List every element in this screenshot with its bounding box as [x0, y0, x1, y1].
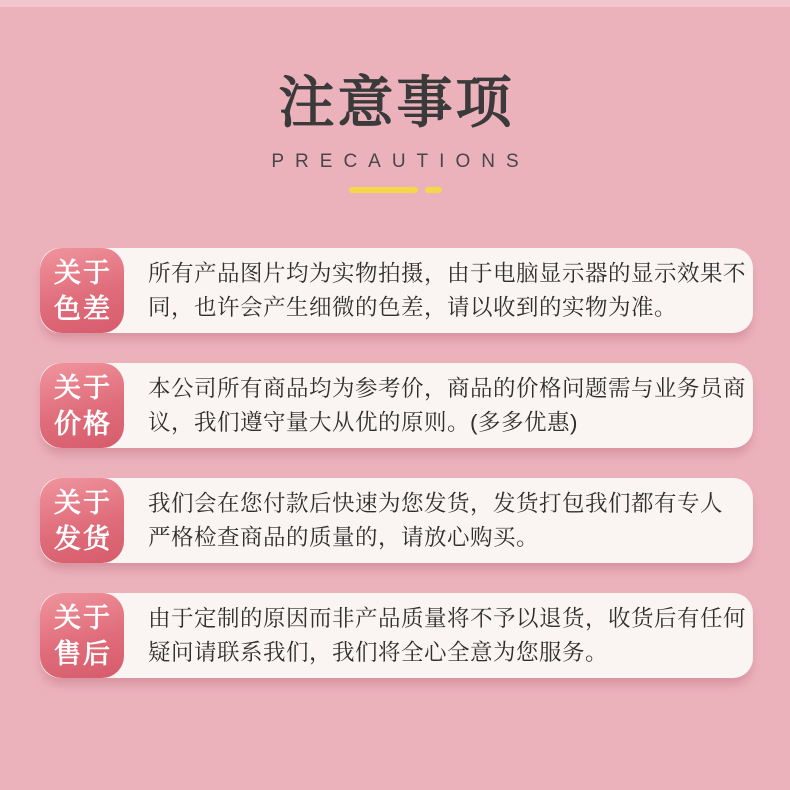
card-color-difference	[40, 248, 753, 333]
card-text-line: 严格检查商品的质量的，请放心购买。	[148, 524, 540, 550]
card-body	[40, 478, 753, 563]
card-body	[40, 593, 753, 678]
card-text-line: 议，我们遵守量大从优的原则。(多多优惠)	[148, 409, 578, 435]
badge-after-sales	[40, 593, 124, 678]
card-after-sales	[40, 593, 753, 678]
precaution-card-list	[40, 248, 753, 678]
title-underline-divider	[0, 187, 790, 193]
badge-label-line: 关于	[54, 602, 112, 633]
divider-bar-long	[349, 187, 418, 193]
card-text-line: 本公司所有商品均为参考价，商品的价格问题需与业务员商	[148, 375, 747, 401]
card-body	[40, 248, 753, 333]
badge-label-line: 关于	[54, 372, 112, 403]
badge-shipping	[40, 478, 124, 563]
card-text-line: 疑问请联系我们，我们将全心全意为您服务。	[148, 639, 609, 665]
card-shipping	[40, 478, 753, 563]
badge-label-line: 关于	[54, 257, 112, 288]
page-title: 注意事项	[278, 71, 515, 134]
page-subtitle: PRECAUTIONS	[271, 151, 530, 172]
badge-label-line: 关于	[54, 487, 112, 518]
page-header	[0, 7, 790, 193]
card-text-line: 同，也许会产生细微的色差，请以收到的实物为准。	[148, 294, 678, 320]
card-text-line: 我们会在您付款后快速为您发货，发货打包我们都有专人	[148, 490, 724, 516]
badge-color-difference	[40, 248, 124, 333]
top-strip	[0, 0, 790, 7]
badge-pricing	[40, 363, 124, 448]
card-body	[40, 363, 753, 448]
card-text-line: 由于定制的原因而非产品质量将不予以退货，收货后有任何	[148, 605, 747, 631]
badge-label-line: 发货	[54, 523, 112, 554]
divider-bar-short	[425, 187, 442, 193]
card-text-line: 所有产品图片均为实物拍摄，由于电脑显示器的显示效果不	[148, 260, 747, 286]
badge-label-line: 售后	[54, 638, 112, 669]
badge-label-line: 价格	[54, 408, 112, 439]
card-pricing	[40, 363, 753, 448]
badge-label-line: 色差	[54, 293, 112, 324]
